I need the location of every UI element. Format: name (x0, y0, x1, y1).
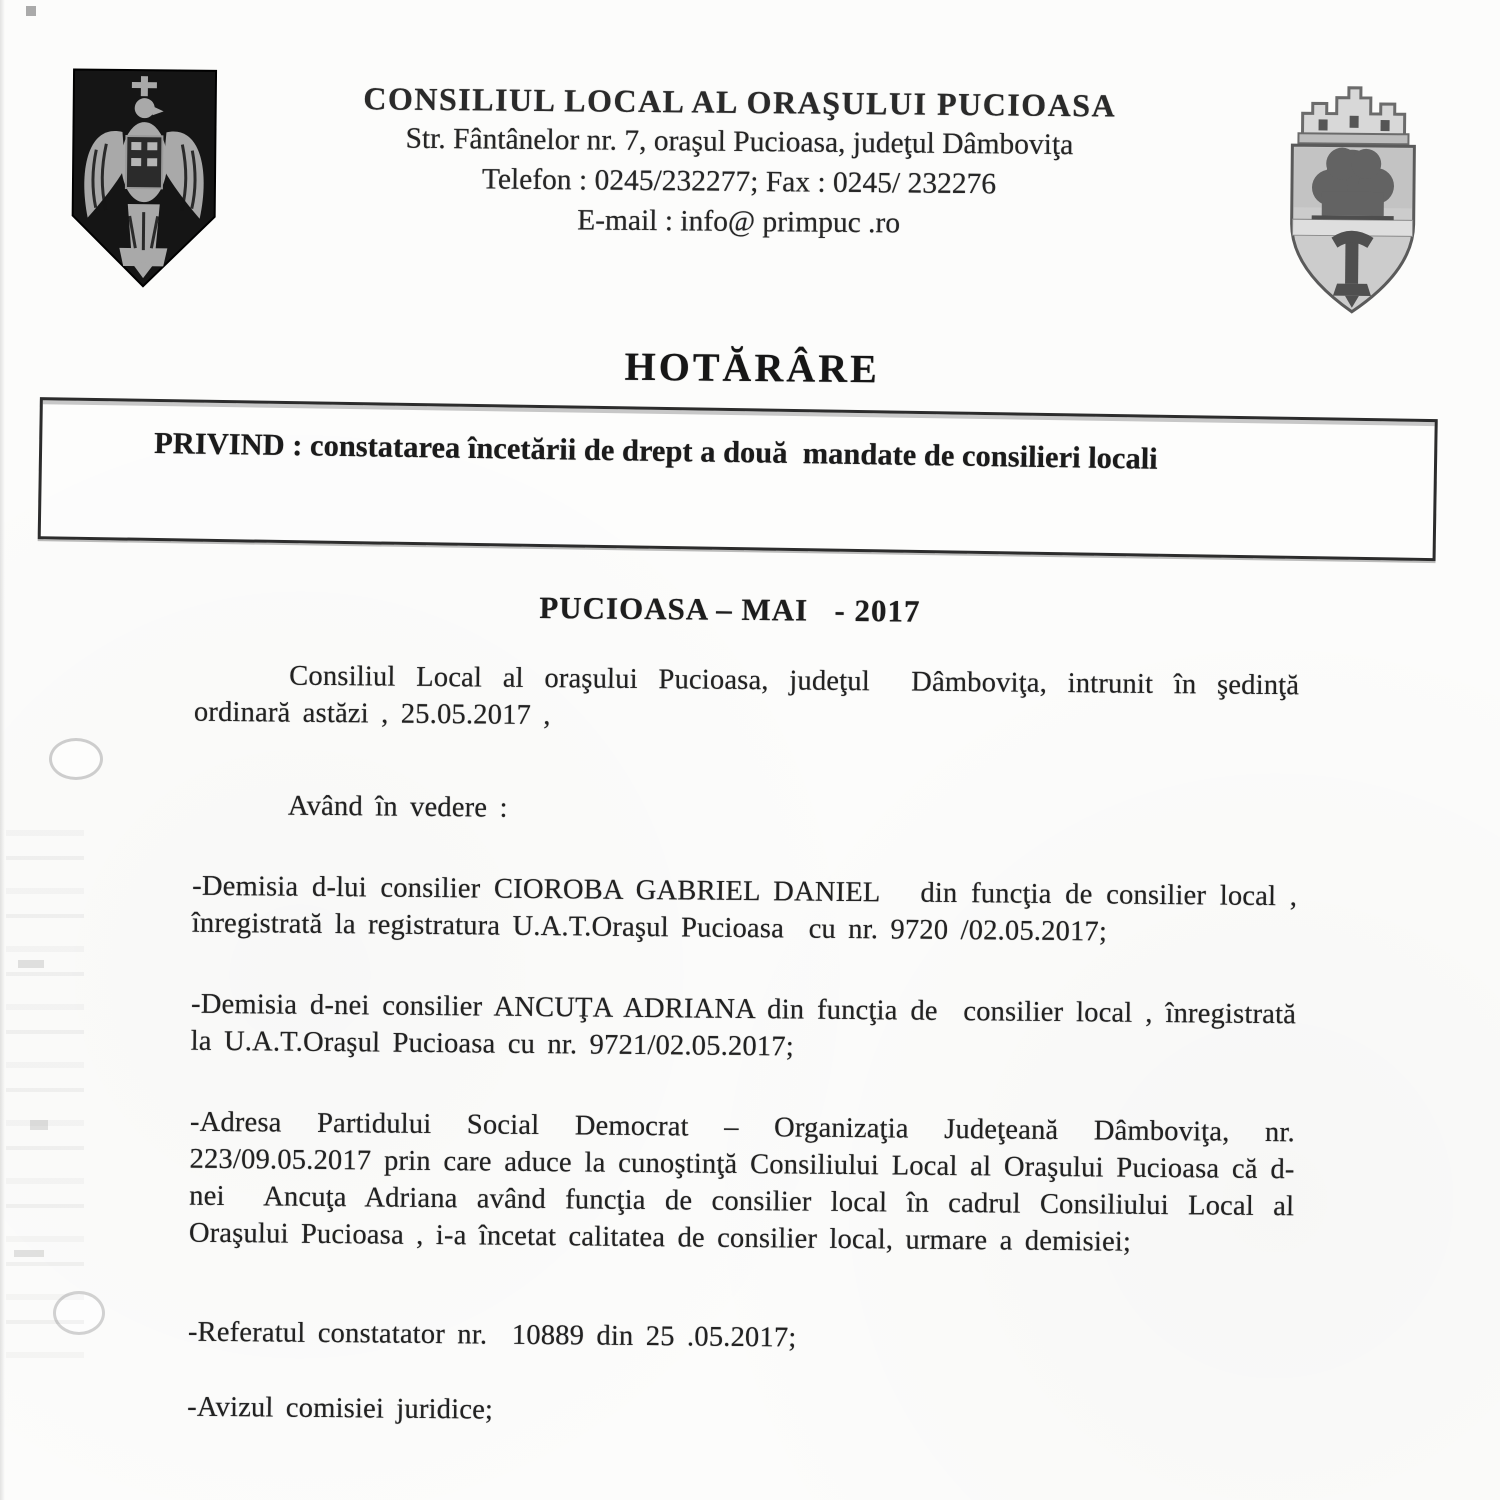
org-name: CONSILIUL LOCAL AL ORAŞULUI PUCIOASA (363, 80, 1117, 124)
paragraph-intro: Consiliul Local al oraşului Pucioasa, judeţul Dâmboviţa, intrunit în şedinţă ordinară astăzi , 25.05.2017 , (193, 660, 1300, 732)
paragraph-having-regard: Având în vedere : (287, 790, 508, 824)
paragraph-resignation-cioroba: -Demisia d-lui consilier CIOROBA GABRIEL DANIEL din funcţia de consilier local , înregistrată la registratura U.A.T.Oraşul Pucioasa cu nr. 9720 /02.05.2017; (191, 870, 1298, 948)
org-phone-fax: Telefon : 0245/232277; Fax : 0245/ 232276 (481, 163, 997, 201)
paragraph-report: -Referatul constatator nr. 10889 din 25 .05.2017; (187, 1316, 797, 1354)
place-date-line: PUCIOASA – MAI - 2017 (539, 589, 921, 629)
paragraph-resignation-ancuta: -Demisia d-nei consilier ANCUŢA ADRIANA din funcţia de consilier local , înregistrată la U.A.T.Oraşul Pucioasa cu nr. 9721/02.05.2017; (190, 988, 1297, 1063)
document-body (187, 657, 1300, 1481)
paragraph-legal-committee: -Avizul comisiei juridice; (187, 1391, 494, 1426)
org-address: Str. Fântânelor nr. 7, oraşul Pucioasa, judeţul Dâmboviţa (405, 122, 1074, 162)
romania-coat-of-arms-icon (67, 65, 221, 290)
pucioasa-town-crest-icon (1271, 71, 1435, 319)
org-email: E-mail : info@ primpuc .ro (577, 204, 901, 240)
letterhead (298, 78, 1179, 246)
paragraph-psd-letter: -Adresa Partidului Social Democrat – Organizaţia Judeţeană Dâmboviţa, nr. 223/09.05.2017 prin care aduce la cunoştinţă Consiliului Local al Oraşului Pucioasa că d-nei Ancuţa Adriana având funcţia de consilier local în cadrul Consiliului Local al Oraşului Pucioasa , i-a încetat calitatea de consilier local, urmare a demisiei; (188, 1106, 1296, 1258)
subject-box (38, 397, 1438, 561)
subject-text: PRIVIND : constatarea încetării de drept a două mandate de consilieri locali (153, 425, 1158, 476)
document-title: HOTĂRÂRE (624, 343, 881, 392)
